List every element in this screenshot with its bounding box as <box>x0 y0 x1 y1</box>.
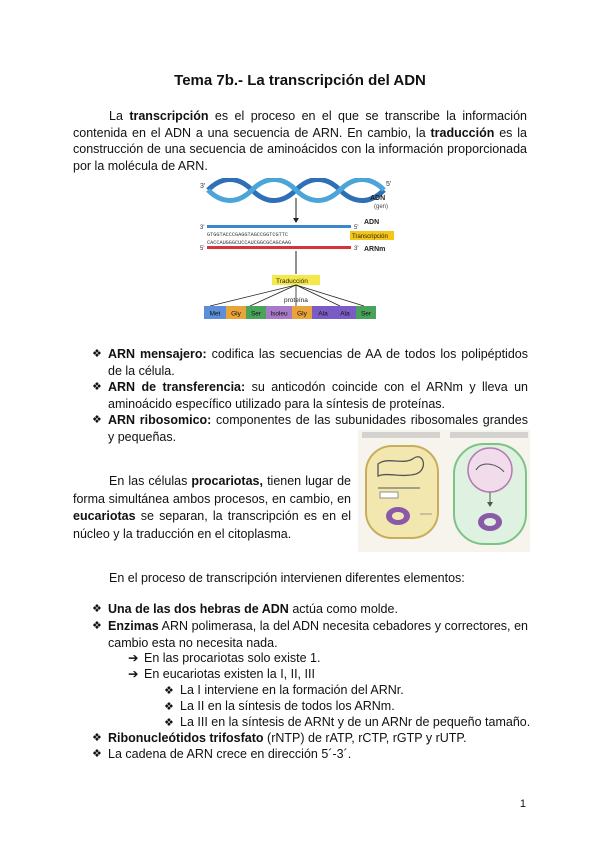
arrow-item-prokaryotes <box>128 650 320 666</box>
transcription-label: Transcripción <box>352 234 388 240</box>
bullet-marker: ❖ <box>92 748 102 760</box>
protein-label: proteína <box>284 297 308 304</box>
term-traduccion: traducción <box>430 125 495 140</box>
polymerase-i-item <box>164 682 404 699</box>
cells-text-2: tienen lugar de forma simultánea ambos procesos, en cambio, en <box>73 474 351 506</box>
element-ribonucleotides <box>92 730 528 747</box>
adn-sub-label: (gen) <box>374 204 389 210</box>
strand-5-end: 5' <box>354 225 359 231</box>
bullet-marker: ❖ <box>92 732 102 744</box>
bullet-3-term: ARN ribosomico: <box>108 413 212 427</box>
arrow-item-eukaryotes <box>128 666 315 682</box>
strand-3-end: 3' <box>200 225 205 231</box>
amino-acid-label: Ala <box>340 310 350 318</box>
page-title: Tema 7b.- La transcripción del ADN <box>174 72 426 89</box>
translation-label: Traducción <box>276 278 308 285</box>
mrna-strand-bar <box>207 246 351 249</box>
intro-paragraph <box>73 108 527 174</box>
element-rna-direction <box>92 746 528 763</box>
rna-sequence: CACCAUGGGCUCCAUCGGCGCAGCAAG <box>207 240 292 246</box>
adn-label-2: ADN <box>364 219 380 226</box>
intro-text-2: es el proceso en el que se transcribe la información contenida en el ADN a una secuencia de ARN. En cambio, la <box>73 109 527 140</box>
polymerase-iii-text: La III en la síntesis de ARNt y de un ARNr de pequeño tamaño. <box>180 715 531 729</box>
bullet-1-term: ARN mensajero: <box>108 347 207 361</box>
amino-acid-label: Gly <box>297 310 307 318</box>
bullet-marker: ❖ <box>92 620 102 632</box>
intro-text-3: es la construcción de una secuencia de aminoácidos con la información proporcionada por la molécula de ARN. <box>73 125 527 173</box>
rna-3-end: 3' <box>354 246 359 252</box>
rna-5-end: 5' <box>200 246 205 252</box>
bullet-marker: ❖ <box>92 348 102 360</box>
element-3-text: (rNTP) de rATP, rCTP, rGTP y rUTP. <box>263 731 467 745</box>
page-number: 1 <box>519 798 526 810</box>
arrow-marker: ➔ <box>128 667 139 681</box>
dna-3-end-top: 3' <box>200 183 206 190</box>
bullet-2-text: su anticodón coincide con el ARNm y lleva un aminoácido específico utilizado para la síntesis de proteínas. <box>108 380 528 411</box>
cells-paragraph <box>73 473 351 543</box>
cells-text-3: se separan, la transcripción es en el núcleo y la traducción en el citoplasma. <box>73 509 351 541</box>
bullet-marker: ❖ <box>92 603 102 615</box>
dna-sequence: GTGGTACCCGAGGTAGCCGGTCGTTC <box>207 232 288 238</box>
element-enzymes <box>92 618 528 651</box>
bullet-marker: ❖ <box>164 717 174 729</box>
element-dna-strand <box>92 601 528 618</box>
bullet-marker: ❖ <box>164 685 174 697</box>
bullet-marker: ❖ <box>92 381 102 393</box>
element-3-term: Ribonucleótidos trifosfato <box>108 731 264 745</box>
bullet-3-text: componentes de las subunidades ribosomales grandes y pequeñas. <box>108 413 528 444</box>
amino-acid-label: Met <box>209 310 221 318</box>
polymerase-ii-item <box>164 698 395 715</box>
bullet-1-text: codifica las secuencias de AA de todos los polipéptidos de la célula. <box>108 347 528 378</box>
bullet-marker: ❖ <box>164 701 174 713</box>
bullet-marker: ❖ <box>92 414 102 426</box>
polymerase-iii-item <box>164 714 530 731</box>
term-eucariotas: eucariotas <box>73 509 136 523</box>
cell-comparison-diagram <box>358 430 530 552</box>
amino-acid-label: Ser <box>360 310 372 318</box>
amino-acid-label: Isoleu <box>270 310 288 318</box>
amino-acid-label: Ser <box>250 310 262 318</box>
amino-acid-label: Gly <box>231 310 241 318</box>
bullet-arn-mensajero <box>92 346 528 379</box>
element-4-text: La cadena de ARN crece en dirección 5´-3´. <box>108 747 352 761</box>
dna-strand-2 <box>208 180 384 201</box>
term-procariotas: procariotas, <box>191 474 263 488</box>
element-1-text: actúa como molde. <box>288 602 398 616</box>
polymerase-i-text: La I interviene en la formación del ARNr. <box>180 683 404 697</box>
polymerase-ii-text: La II en la síntesis de todos los ARNm. <box>180 699 395 713</box>
element-2-text: ARN polimerasa, la del ADN necesita cebadores y correctores, en cambio esta no necesita nada. <box>108 619 528 650</box>
arrow-item-2-text: En eucariotas existen la I, II, III <box>144 667 315 681</box>
bullet-2-term: ARN de transferencia: <box>108 380 246 394</box>
bullet-arn-transferencia <box>92 379 528 412</box>
element-2-term: Enzimas <box>108 619 159 633</box>
dna-5-end-top: 5' <box>386 181 392 188</box>
amino-acid-label: Ala <box>318 310 328 318</box>
adn-label: ADN <box>370 195 386 202</box>
term-transcripcion: transcripción <box>129 109 209 123</box>
element-1-term: Una de las dos hebras de ADN <box>108 602 289 616</box>
elements-intro: En el proceso de transcripción intervienen diferentes elementos: <box>109 571 465 585</box>
arrow-item-1-text: En las procariotas solo existe 1. <box>144 651 321 665</box>
cells-text-1: En las células <box>109 474 192 488</box>
arnm-label: ARNm <box>364 246 386 253</box>
intro-text-1: La <box>109 109 130 123</box>
template-strand-bar <box>207 225 351 228</box>
transcription-diagram <box>200 178 400 326</box>
amino-acid-chain <box>204 306 376 319</box>
arrow-marker: ➔ <box>128 651 139 665</box>
